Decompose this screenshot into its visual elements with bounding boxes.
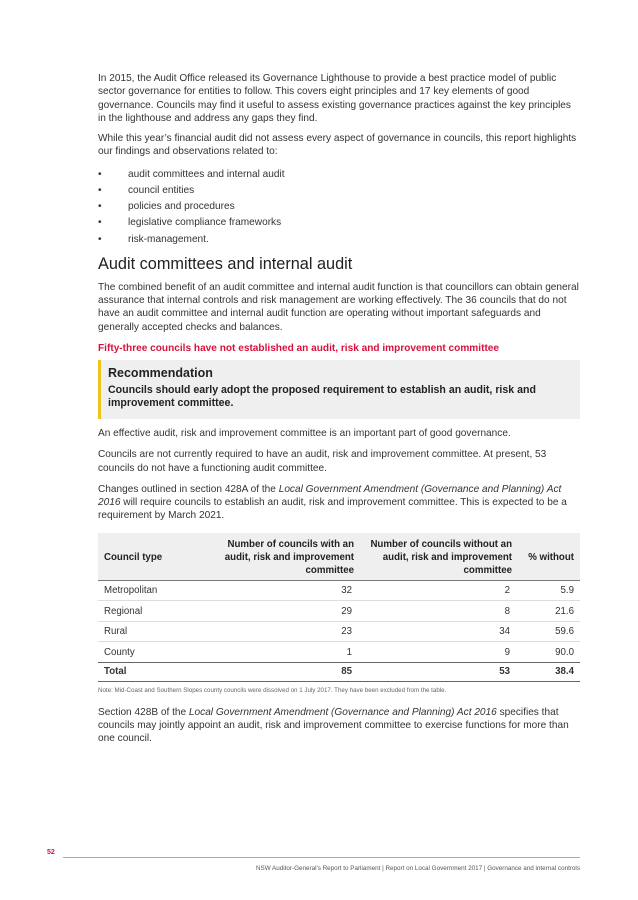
- section-heading: Audit committees and internal audit: [98, 254, 353, 273]
- list-item: • council entities: [98, 183, 580, 199]
- page-content: [98, 72, 580, 746]
- section-paragraph-2: An effective audit, risk and improvement committee is an important part of good governance.: [98, 427, 511, 439]
- page-number: 52: [47, 849, 55, 856]
- footer-divider: [63, 857, 580, 858]
- recommendation-title: Recommendation: [108, 365, 213, 380]
- list-item: • risk-management.: [98, 232, 580, 248]
- section-paragraph-4: Changes outlined in section 428A of the Local Government Amendment (Governance and Planning) Act 2016 will require councils to establish an audit, risk and improvement committee. This is expected to be a requirement by March 2021.: [98, 483, 567, 522]
- act-title: Local Government Amendment (Governance and Planning) Act 2016: [188, 706, 497, 718]
- closing-paragraph: Section 428B of the Local Government Amendment (Governance and Planning) Act 2016 specifies that councils may jointly appoint an audit, risk and improvement committee to exercise functions for more than one council.: [98, 706, 569, 745]
- col-header-council-type: Council type: [98, 533, 208, 581]
- col-header-with-committee: Number of councils with an audit, risk and improvement committee: [208, 533, 358, 581]
- col-header-percent-without: % without: [516, 533, 580, 581]
- section-paragraph-3: Councils are not currently required to have an audit, risk and improvement committee. At present, 53 councils do not have a functioning audit committee.: [98, 449, 547, 474]
- table-total-row: Total 85 53 38.4: [98, 662, 580, 681]
- finding-heading: Fifty-three councils have not established an audit, risk and improvement committee: [98, 342, 500, 354]
- table-row: Regional 29 8 21.6: [98, 601, 580, 622]
- list-item: • audit committees and internal audit: [98, 167, 580, 183]
- bullet-icon: •: [98, 233, 102, 245]
- section-paragraph-1: The combined benefit of an audit committee and internal audit function is that councillors can obtain general assurance that internal controls and risk management are working effectively. The 36 councils that do not have an audit committee and internal audit function are operating without important safeguards and generally accepted checks and balances.: [98, 281, 579, 333]
- act-title: Local Government Amendment (Governance and Planning) Act 2016: [98, 483, 562, 509]
- intro-paragraph-2: While this year’s financial audit did not assess every aspect of governance in councils, this report highlights our findings and observations related to:: [98, 133, 577, 158]
- recommendation-box: [98, 360, 580, 419]
- bullet-icon: •: [98, 201, 102, 213]
- table-note: Note: Mid-Coast and Southern Slopes county councils were dissolved on 1 July 2017. They have been excluded from the table.: [98, 686, 447, 694]
- intro-paragraph-1: In 2015, the Audit Office released its Governance Lighthouse to provide a best practice model of public sector governance for entities to follow. This covers eight principles and 17 key elements of good governance. Councils may find it useful to assess existing governance practices against the key principles in the lighthouse and address any gaps they find.: [98, 73, 571, 124]
- footer-text: NSW Auditor-General's Report to Parliament | Report on Local Government 2017 | Governance and internal controls: [255, 865, 580, 872]
- governance-topics-list: [98, 167, 580, 248]
- table-row: Rural 23 34 59.6: [98, 621, 580, 642]
- list-item: • legislative compliance frameworks: [98, 215, 580, 231]
- table-row: County 1 9 90.0: [98, 642, 580, 663]
- table-header-row: [98, 533, 580, 581]
- bullet-icon: •: [98, 168, 102, 180]
- table-row: Metropolitan 32 2 5.9: [104, 585, 574, 597]
- audit-committee-table: [98, 533, 580, 682]
- col-header-without-committee: Number of councils without an audit, risk and improvement committee: [358, 533, 516, 581]
- recommendation-text: Councils should early adopt the proposed requirement to establish an audit, risk and improvement committee.: [108, 383, 536, 409]
- bullet-icon: •: [98, 184, 102, 196]
- bullet-icon: •: [98, 217, 102, 229]
- list-item: • policies and procedures: [98, 199, 580, 215]
